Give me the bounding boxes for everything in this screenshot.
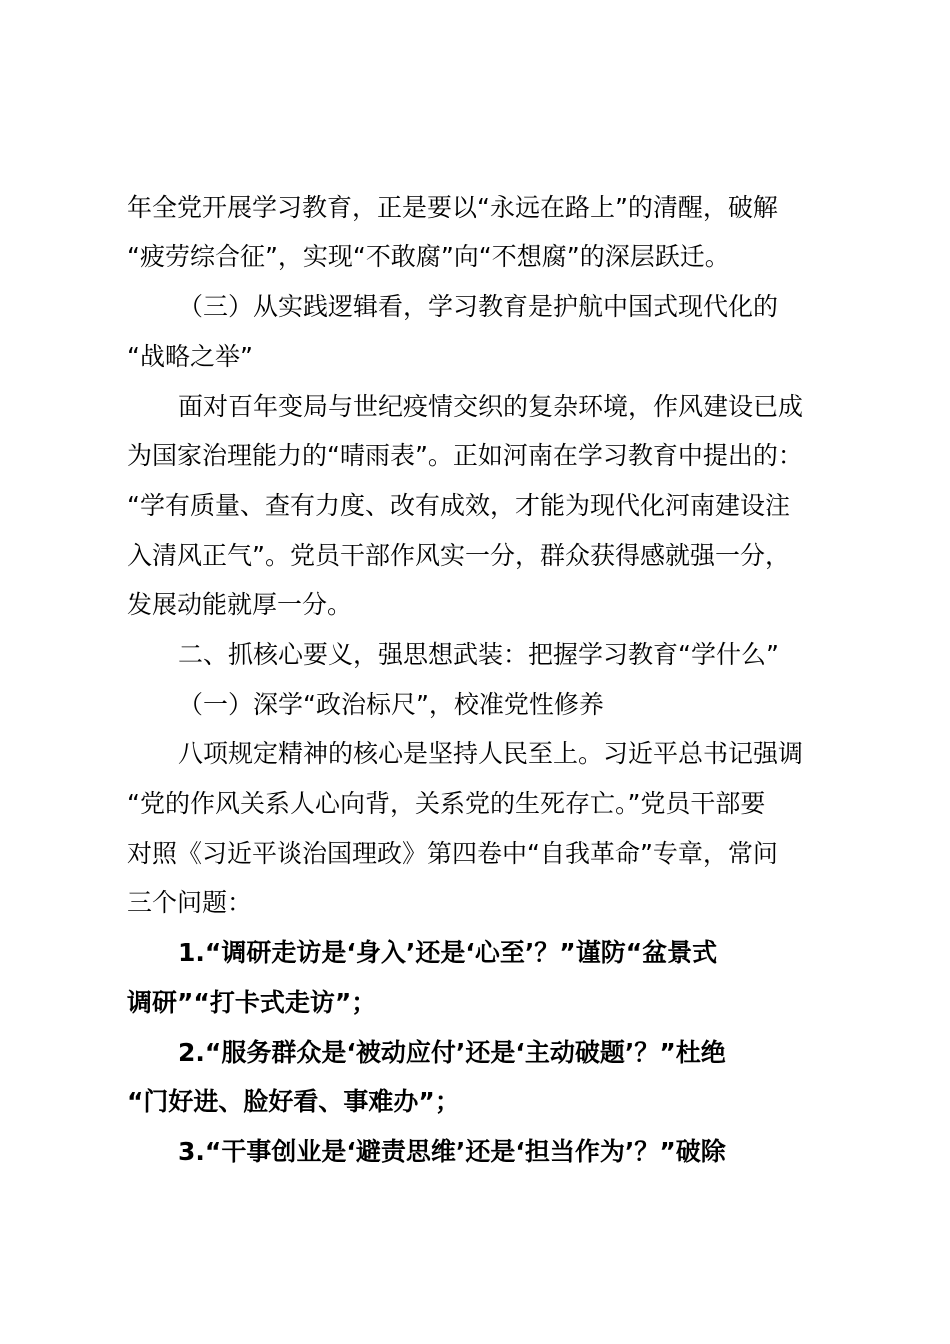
text-line: 对照《习近平谈治国理政》第四卷中“自我革命”专章，常问: [127, 839, 778, 868]
text-line: “党的作风关系人心向背，关系党的生死存亡。”党员干部要: [127, 789, 766, 818]
section-heading: “战略之举”: [127, 342, 253, 371]
text-line: “学有质量、查有力度、改有成效，才能为现代化河南建设注: [127, 491, 790, 520]
text-line: 入清风正气”。党员干部作风实一分，群众获得感就强一分，: [127, 541, 790, 570]
chapter-heading: 二、抓核心要义，强思想武装：把握学习教育“学什么”: [178, 640, 779, 669]
text-line: 年全党开展学习教育，正是要以“永远在路上”的清醒，破解: [127, 193, 778, 222]
text-line: “疲劳综合征”，实现“不敢腐”向“不想腐”的深层跃迁。: [127, 242, 730, 271]
section-heading: （三）从实践逻辑看，学习教育是护航中国式现代化的: [178, 292, 779, 321]
numbered-item: 2.“服务群众是‘被动应付’还是‘主动破题’？”杜绝: [178, 1038, 726, 1067]
text-line: 为国家治理能力的“晴雨表”。正如河南在学习教育中提出的：: [127, 441, 803, 470]
section-heading: （一）深学“政治标尺”，校准党性修养: [178, 690, 604, 719]
text-line: 发展动能就厚一分。: [127, 590, 353, 619]
numbered-item: 调研”“打卡式走访”；: [127, 988, 377, 1017]
text-line: 八项规定精神的核心是坚持人民至上。习近平总书记强调: [178, 739, 804, 768]
text-line: 三个问题：: [127, 888, 253, 917]
text-line: 面对百年变局与世纪疫情交织的复杂环境，作风建设已成: [178, 392, 804, 421]
numbered-item: 1.“调研走访是‘身入’还是‘心至’？”谨防“盆景式: [178, 938, 718, 967]
numbered-item: “门好进、脸好看、事难办”；: [127, 1087, 460, 1116]
numbered-item: 3.“干事创业是‘避责思维’还是‘担当作为’？”破除: [178, 1137, 726, 1166]
